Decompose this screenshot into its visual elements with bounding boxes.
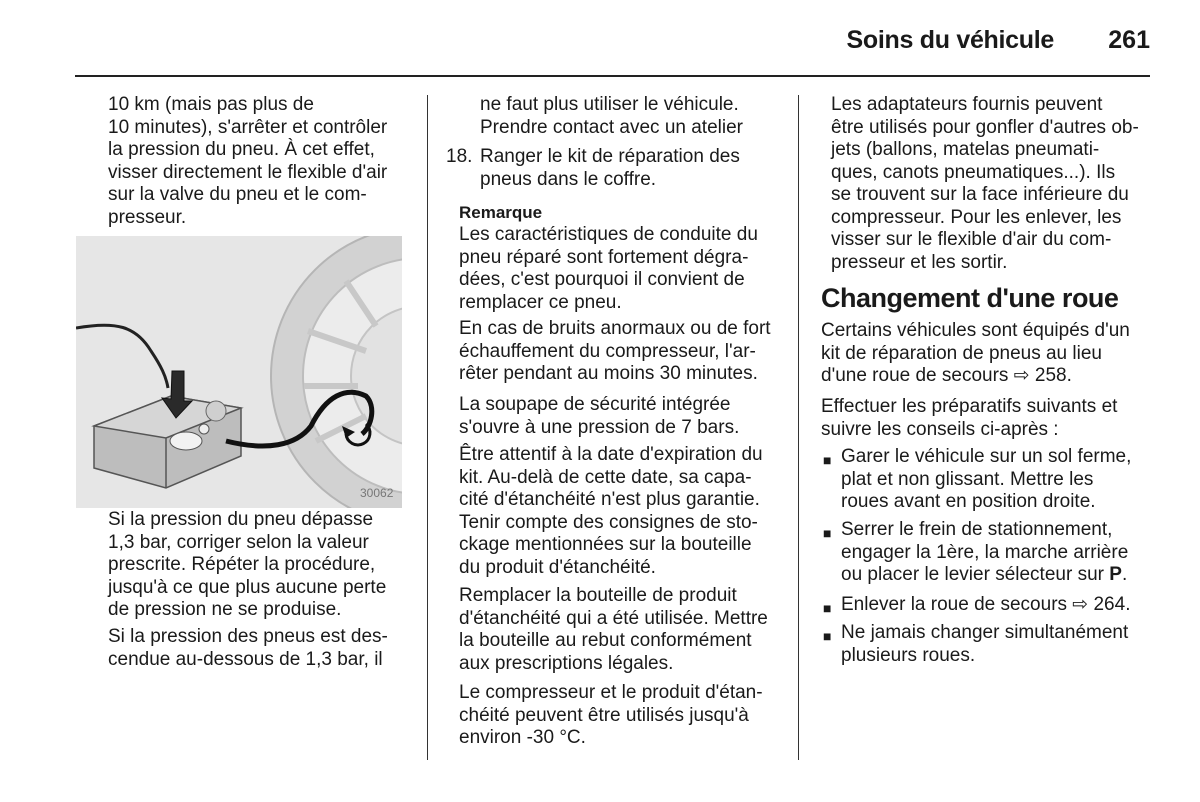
col1-paragraph-1: 10 km (mais pas plus de 10 minutes), s'arrêter et contrôler la pression du pneu. À cet effet, visser directement le flexible d'air sur la valve du pneu et le com- presseur.	[108, 94, 388, 228]
page-number: 261	[1108, 26, 1150, 54]
note-paragraph-5: Remplacer la bouteille de produit d'étanchéité qui a été utilisée. Mettre la bouteille au rebut conformément aux prescriptions légales.	[459, 585, 768, 674]
col1-paragraph-3: Si la pression des pneus est des- cendue au-dessous de 1,3 bar, il	[108, 626, 388, 670]
tire-compressor-drawing	[76, 236, 402, 508]
column-divider-1	[427, 95, 428, 760]
bullet-item-4: Ne jamais changer simultanément plusieurs roues.	[841, 622, 1129, 666]
header-rule	[75, 75, 1150, 77]
col3-paragraph-1: Les adaptateurs fournis peuvent être utilisés pour gonfler d'autres ob- jets (ballons, matelas pneumati- ques, canots pneumatiques...). Ils se trouvent sur la face inférieure du compresseur. Pour les enlever, les visser sur le flexible d'air du com- presseur et les sortir.	[831, 94, 1139, 273]
step-18-text: Ranger le kit de réparation des pneus dans le coffre.	[480, 146, 740, 190]
compressor-illustration	[76, 236, 402, 508]
note-paragraph-4: Être attentif à la date d'expiration du kit. Au-delà de cette date, sa capa- cité d'étanchéité n'est plus garantie. Tenir compte des consignes de sto- ckage mentionnées sur la bouteille du produit d'étanchéité.	[459, 444, 763, 578]
step-18-number: 18.	[446, 146, 473, 167]
note-paragraph-1: Les caractéristiques de conduite du pneu réparé sont fortement dégra- dées, c'est pourquoi il convient de remplacer ce pneu.	[459, 224, 758, 313]
bullet-marker: ■	[823, 600, 832, 616]
section-title: Soins du véhicule	[846, 26, 1054, 54]
note-paragraph-3: La soupape de sécurité intégrée s'ouvre à une pression de 7 bars.	[459, 394, 740, 438]
col1-paragraph-2: Si la pression du pneu dépasse 1,3 bar, corriger selon la valeur prescrite. Répéter la procédure, jusqu'à ce que plus aucune perte de pression ne se produise.	[108, 509, 387, 620]
bullet-item-3: Enlever la roue de secours ⇨ 264.	[841, 594, 1131, 615]
column-divider-2	[798, 95, 799, 760]
note-paragraph-6: Le compresseur et le produit d'étan- chéité peuvent être utilisés jusqu'à environ -30 °C.	[459, 682, 763, 748]
col3-paragraph-2: Certains véhicules sont équipés d'un kit de réparation de pneus au lieu d'une roue de secours ⇨ 258.	[821, 320, 1130, 386]
selector-p-label: P	[1109, 564, 1122, 585]
col2-continued-text: ne faut plus utiliser le véhicule. Prendre contact avec un atelier	[480, 94, 743, 138]
note-title: Remarque	[459, 203, 543, 222]
bullet-marker: ■	[823, 452, 832, 468]
bullet-marker: ■	[823, 628, 832, 644]
bullet-marker: ■	[823, 525, 832, 541]
bullet-item-1: Garer le véhicule sur un sol ferme, plat et non glissant. Mettre les roues avant en position droite.	[841, 446, 1132, 512]
figure-number: 30062	[360, 486, 394, 500]
col3-paragraph-3: Effectuer les préparatifs suivants et suivre les conseils ci-après :	[821, 396, 1118, 440]
section-heading: Changement d'une roue	[821, 283, 1119, 313]
bullet-item-2: Serrer le frein de stationnement, engager la 1ère, la marche arrière ou placer le levier sélecteur sur P.	[841, 519, 1129, 585]
note-paragraph-2: En cas de bruits anormaux ou de fort échauffement du compresseur, l'ar- rêter pendant au moins 30 minutes.	[459, 318, 771, 384]
